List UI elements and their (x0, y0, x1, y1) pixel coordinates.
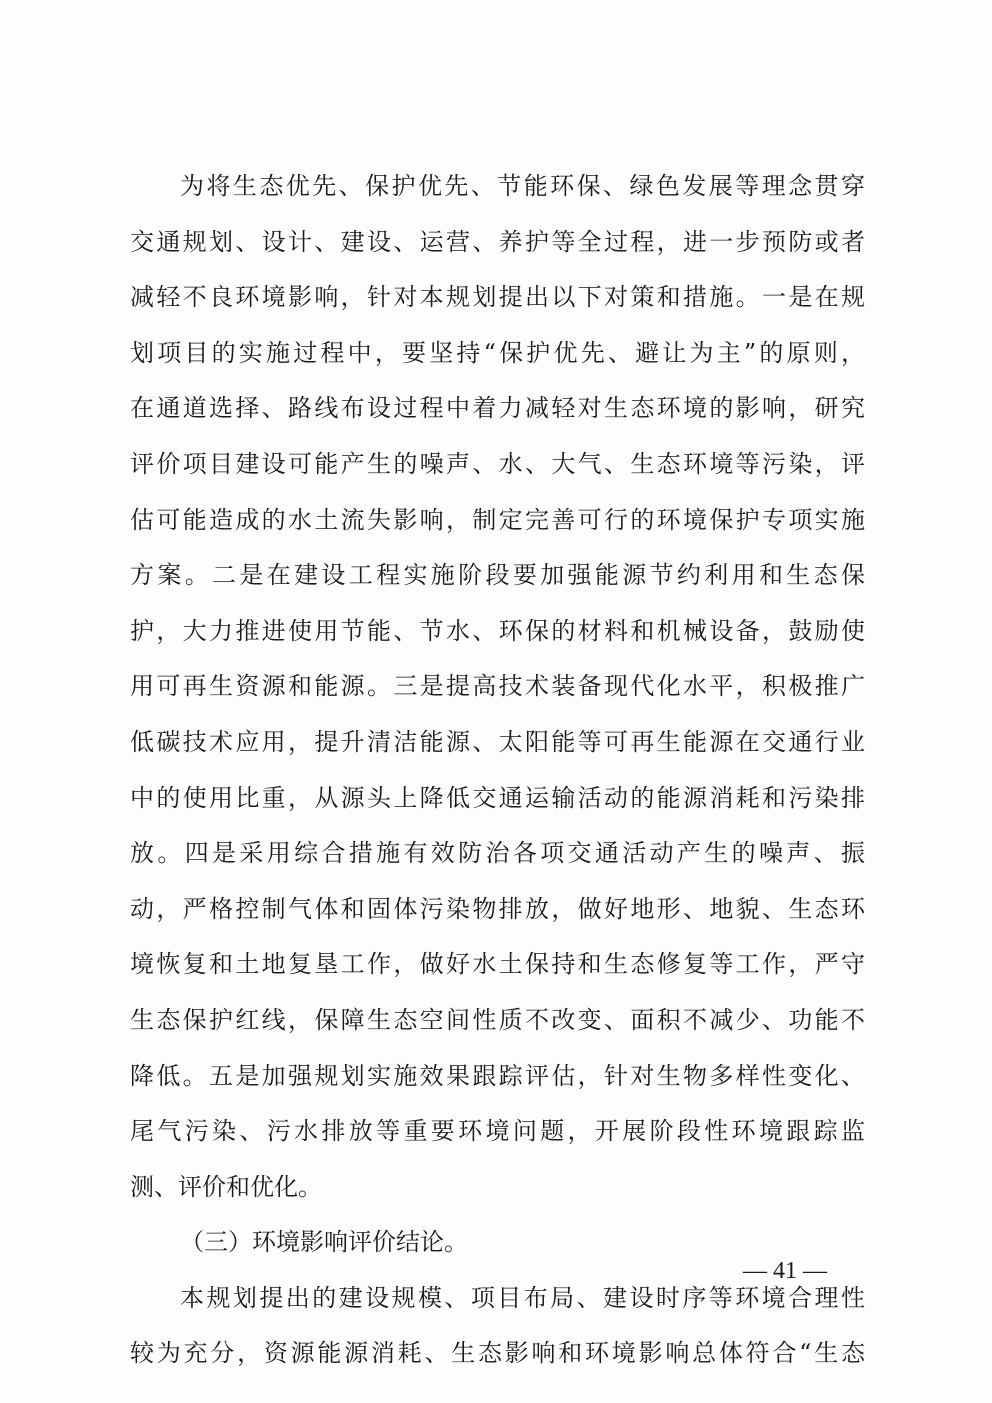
paragraph-line: 评价项目建设可能产生的噪声、水、大气、生态环境等污染，评 (130, 449, 865, 478)
paragraph-line: 境恢复和土地复垦工作，做好水土保持和生态修复等工作，严守 (130, 950, 865, 979)
paragraph-line: 动，严格控制气体和固体污染物排放，做好地形、地貌、生态环 (130, 894, 865, 923)
paragraph-line: 低碳技术应用，提升清洁能源、太阳能等可再生能源在交通行业 (130, 727, 865, 756)
page-number: — 41 — (743, 1258, 827, 1284)
paragraph-line: 生态保护红线，保障生态空间性质不改变、面积不减少、功能不 (130, 1005, 865, 1034)
paragraph-line: 护，大力推进使用节能、节水、环保的材料和机械设备，鼓励使 (130, 616, 865, 645)
paragraph-line: 为将生态优先、保护优先、节能环保、绿色发展等理念贯穿 (180, 172, 865, 200)
paragraph-line: 本规划提出的建设规模、项目布局、建设时序等环境合理性 (180, 1283, 865, 1312)
paragraph-line: 放。四是采用综合措施有效防治各项交通活动产生的噪声、振 (130, 839, 865, 868)
paragraph-line: 在通道选择、路线布设过程中着力减轻对生态环境的影响，研究 (130, 394, 865, 423)
paragraph-line: 中的使用比重，从源头上降低交通运输活动的能源消耗和污染排 (130, 783, 865, 812)
paragraph-line: 方案。二是在建设工程实施阶段要加强能源节约利用和生态保 (130, 561, 865, 590)
body-text (130, 159, 865, 1382)
paragraph-line: 尾气污染、污水排放等重要环境问题，开展阶段性环境跟踪监 (130, 1117, 865, 1146)
paragraph-line: 降低。五是加强规划实施效果跟踪评估，针对生物多样性变化、 (130, 1061, 865, 1090)
paragraph-line: 测、评价和优化。 (130, 1172, 322, 1201)
paragraph-line: 用可再生资源和能源。三是提高技术装备现代化水平，积极推广 (130, 672, 865, 701)
paragraph-line: 减轻不良环境影响，针对本规划提出以下对策和措施。一是在规 (130, 283, 865, 312)
paragraph-line: 划项目的实施过程中，要坚持“保护优先、避让为主”的原则， (130, 338, 865, 367)
paragraph-line: 估可能造成的水土流失影响，制定完善可行的环境保护专项实施 (130, 505, 865, 534)
paragraph-line: 较为充分，资源能源消耗、生态影响和环境影响总体符合“生态 (130, 1339, 865, 1368)
paragraph-line: 交通规划、设计、建设、运营、养护等全过程，进一步预防或者 (130, 227, 865, 256)
section-heading: （三）环境影响评价结论。 (180, 1228, 468, 1257)
